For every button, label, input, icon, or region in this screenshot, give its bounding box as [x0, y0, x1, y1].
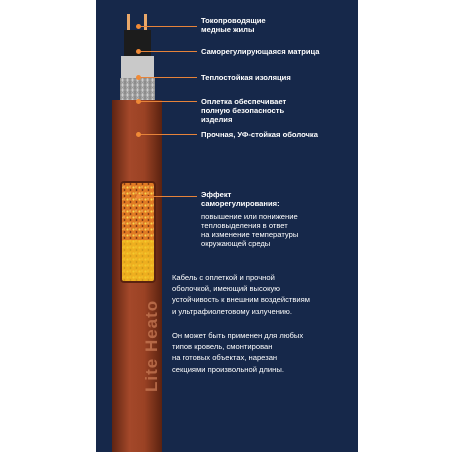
- leader-braid: [139, 101, 197, 102]
- marker-conductors: [136, 24, 141, 29]
- label-jacket: Прочная, УФ-стойкая оболочка: [201, 130, 318, 139]
- paragraph-cable-features: Кабель с оплеткой и прочной оболочкой, имеющий высокую устойчивость к внешним воздействиям и ультрафиолетовому излучению.: [172, 273, 310, 316]
- leader-matrix: [139, 51, 197, 52]
- leader-effect: [139, 196, 197, 197]
- label-matrix: Саморегулирующаяся матрица: [201, 47, 320, 56]
- label-conductors: Токопроводящие медные жилы: [201, 16, 266, 34]
- marker-matrix: [136, 49, 141, 54]
- marker-jacket: [136, 132, 141, 137]
- leader-insulation: [139, 77, 197, 78]
- paragraph-cable-applications: Он может быть применен для любых типов кровель, смонтирован на готовых объектах, нарезан секциями произвольной длины.: [172, 331, 304, 374]
- label-insulation: Теплостойкая изоляция: [201, 73, 291, 82]
- leader-jacket: [139, 134, 197, 135]
- brand-imprint: Lite Heato: [142, 299, 161, 392]
- marker-insulation: [136, 75, 141, 80]
- label-effect-title: Эффект саморегулирования:: [201, 190, 280, 208]
- label-effect-description: повышение или понижение тепловыделения в ответ на изменение температуры окружающей среды: [201, 212, 299, 248]
- marker-effect: [136, 194, 141, 199]
- label-braid: Оплетка обеспечивает полную безопасность изделия: [201, 97, 287, 124]
- marker-braid: [136, 99, 141, 104]
- leader-conductors: [139, 26, 197, 27]
